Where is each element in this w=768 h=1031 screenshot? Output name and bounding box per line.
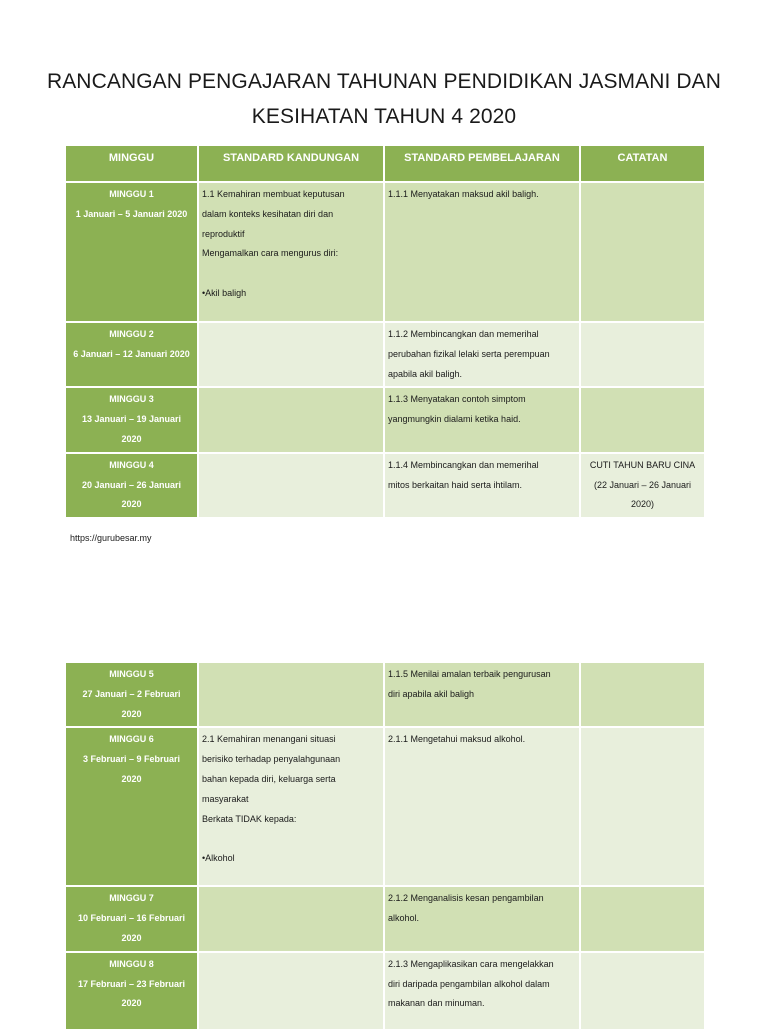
sk-bullet: • Alkohol	[202, 849, 380, 869]
week-dates: 27 Januari – 2 Februari	[82, 688, 181, 699]
sk-line: reproduktif	[202, 228, 245, 239]
header-row	[66, 146, 704, 181]
table-row	[66, 663, 704, 726]
sp-line: 1.1.5 Menilai amalan terbaik pengurusan	[388, 669, 551, 679]
standard-pembelajaran-cell	[385, 663, 579, 726]
sk-line: Mengamalkan cara mengurus diri:	[202, 248, 339, 259]
title-line-2: KESIHATAN TAHUN 4 2020	[251, 105, 517, 128]
week-label: MINGGU 4	[109, 459, 154, 470]
standard-kandungan-cell	[199, 887, 383, 950]
standard-kandungan-cell	[199, 663, 383, 726]
standard-kandungan-cell	[199, 728, 383, 885]
sp-line: mitos berkaitan haid serta ihtilam.	[388, 479, 523, 490]
sp-line: 1.1.4 Membincangkan dan memerihal	[388, 459, 539, 470]
sp-line: yangmungkin dialami ketika haid.	[388, 414, 521, 425]
week-cell	[66, 728, 197, 885]
table-row	[66, 323, 704, 386]
week-cell	[66, 663, 197, 726]
week-dates: 2020	[121, 499, 142, 510]
standard-pembelajaran-cell	[385, 953, 579, 1029]
sk-line: berisiko terhadap penyalahgunaan	[202, 754, 341, 765]
plan-table-1	[64, 144, 706, 519]
sk-line: Berkata TIDAK kepada:	[202, 813, 297, 824]
table-row	[66, 728, 704, 885]
catatan-line: (22 Januari – 26 Januari	[593, 479, 692, 490]
sk-line: 1.1 Kemahiran membuat keputusan	[202, 189, 345, 199]
standard-pembelajaran-cell	[385, 887, 579, 950]
week-cell	[66, 388, 197, 451]
standard-kandungan-cell	[199, 454, 383, 517]
catatan-cell	[581, 728, 704, 885]
standard-kandungan-cell	[199, 323, 383, 386]
standard-kandungan-cell	[199, 183, 383, 321]
catatan-cell	[581, 388, 704, 451]
week-dates: 2020	[121, 932, 142, 943]
week-dates: 13 Januari – 19 Januari	[81, 414, 182, 425]
week-cell	[66, 323, 197, 386]
catatan-cell	[581, 323, 704, 386]
sk-line: masyarakat	[202, 793, 249, 804]
sp-line: 2.1.3 Mengaplikasikan cara mengelakkan	[388, 958, 554, 969]
week-cell	[66, 953, 197, 1029]
sk-line: 2.1 Kemahiran menangani situasi	[202, 734, 336, 745]
catatan-cell	[581, 953, 704, 1029]
sp-line: 2.1.1 Mengetahui maksud alkohol.	[388, 734, 526, 745]
week-label: MINGGU 7	[109, 893, 154, 904]
source-url: https://gurubesar.my	[70, 533, 152, 543]
week-cell	[66, 887, 197, 950]
document-title	[40, 64, 728, 134]
week-dates: 3 Februari – 9 Februari	[82, 754, 181, 765]
week-dates: 20 Januari – 26 Januari	[81, 479, 182, 490]
standard-kandungan-cell	[199, 388, 383, 451]
header-standard-pembelajaran: STANDARD PEMBELAJARAN	[385, 146, 579, 181]
sp-line: diri apabila akil baligh	[388, 688, 475, 699]
sp-line: apabila akil baligh.	[388, 368, 463, 379]
standard-pembelajaran-cell	[385, 183, 579, 321]
week-label: MINGGU 3	[109, 394, 154, 405]
sp-line: 2.1.2 Menganalisis kesan pengambilan	[388, 893, 544, 904]
sp-line: 1.1.1 Menyatakan maksud akil baligh.	[388, 189, 539, 199]
catatan-cell	[581, 454, 704, 517]
sp-line: diri daripada pengambilan alkohol dalam	[388, 978, 550, 989]
catatan-line: CUTI TAHUN BARU CINA	[589, 459, 696, 470]
sp-line: perubahan fizikal lelaki serta perempuan	[388, 348, 550, 359]
header-catatan: CATATAN	[581, 146, 704, 181]
table-row	[66, 454, 704, 517]
week-dates: 2020	[121, 998, 142, 1009]
sp-line: makanan dan minuman.	[388, 998, 485, 1009]
week-label: MINGGU 8	[109, 958, 154, 969]
table-row	[66, 388, 704, 451]
week-label: MINGGU 5	[109, 669, 154, 679]
week-dates: 1 Januari – 5 Januari 2020	[75, 208, 188, 219]
sp-line: alkohol.	[388, 913, 420, 924]
week-cell	[66, 183, 197, 321]
sk-line: dalam konteks kesihatan diri dan	[202, 208, 334, 219]
week-label: MINGGU 6	[109, 734, 154, 745]
catatan-line: 2020)	[630, 499, 655, 510]
sp-line: 1.1.3 Menyatakan contoh simptom	[388, 394, 526, 405]
sk-bullet: • Akil baligh	[202, 284, 380, 304]
table-row	[66, 953, 704, 1029]
header-standard-kandungan: STANDARD KANDUNGAN	[199, 146, 383, 181]
week-dates: 2020	[121, 773, 142, 784]
plan-table-2	[64, 661, 706, 1031]
standard-pembelajaran-cell	[385, 388, 579, 451]
sp-line: 1.1.2 Membincangkan dan memerihal	[388, 329, 539, 339]
standard-pembelajaran-cell	[385, 728, 579, 885]
week-label: MINGGU 1	[109, 189, 154, 199]
week-dates: 2020	[121, 708, 142, 719]
header-minggu: MINGGU	[66, 146, 197, 181]
catatan-cell	[581, 183, 704, 321]
week-label: MINGGU 2	[109, 329, 154, 339]
standard-pembelajaran-cell	[385, 323, 579, 386]
title-line-1: RANCANGAN PENGAJARAN TAHUNAN PENDIDIKAN JASMANI DAN	[46, 70, 722, 93]
catatan-cell	[581, 887, 704, 950]
week-cell	[66, 454, 197, 517]
standard-pembelajaran-cell	[385, 454, 579, 517]
table-row	[66, 887, 704, 950]
week-dates: 6 Januari – 12 Januari 2020	[73, 348, 190, 359]
catatan-cell	[581, 663, 704, 726]
sk-line: bahan kepada diri, keluarga serta	[202, 773, 336, 784]
week-dates: 17 Februari – 23 Februari	[77, 978, 186, 989]
table-row	[66, 183, 704, 321]
week-dates: 10 Februari – 16 Februari	[77, 913, 186, 924]
standard-kandungan-cell	[199, 953, 383, 1029]
week-dates: 2020	[121, 433, 142, 444]
